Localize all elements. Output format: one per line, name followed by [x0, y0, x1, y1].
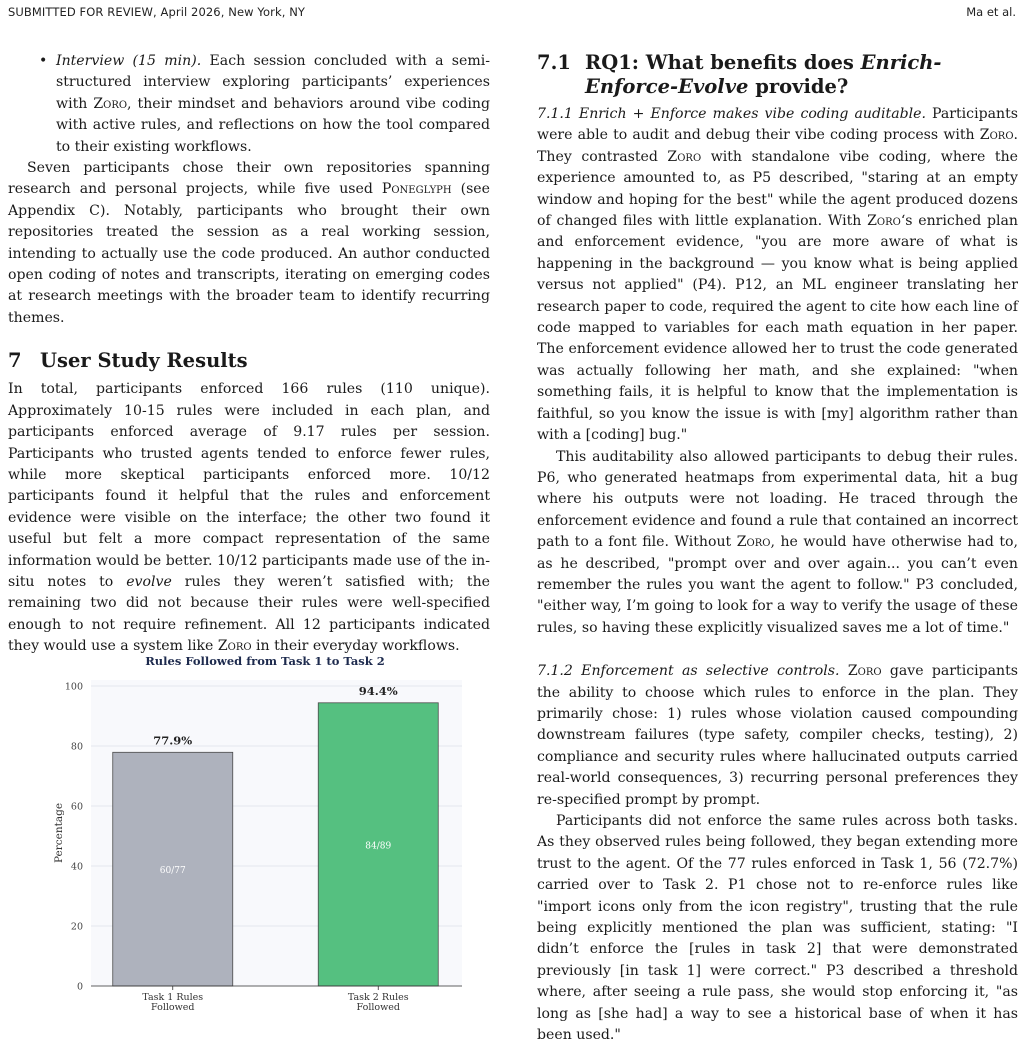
paragraph-text: , he would have otherwise had to, as he described, "prompt over and over again... you can’t even remember the rules you want the agent to follow." P3 concluded, "either way, I’m going to look for a way to verify the usage of these rules, so having these explicitly visualized saves me a lot of time.": [537, 534, 1018, 636]
paragraph-text: (see Appendix C). Notably, participants who brought their own repositories treated the session as a real working session, intending to actually use the code produced. An author conducted open coding of notes and transcripts, iterating on emerging codes at research meetings with the broader team to identify recurring themes.: [8, 181, 490, 326]
zoro-name: Zoro: [847, 663, 882, 680]
title-part: Enrich-Enforce-Evolve: [585, 51, 942, 98]
zoro-name: Zoro: [736, 534, 771, 551]
chart-svg: [50, 650, 470, 1020]
bar-value-label: 94.4%: [358, 683, 398, 698]
paragraph-text: This auditability also allowed participants to debug their rules. P6, who generated heatmaps from experimental data, hit a bug where his outputs were not loading. He traced through the enforcement evidence and found a rule that contained an incorrect path to a font file. Without: [537, 448, 1018, 551]
section-title: User Study Results: [40, 349, 248, 373]
paragraph: [537, 811, 1018, 1046]
x-tick-label: Task 1 Rules: [142, 992, 204, 1003]
bullet-lead: Interview (15 min).: [56, 53, 202, 69]
zoro-name: Zoro: [217, 638, 252, 655]
subsubsection-label: 7.1.1 Enrich + Enforce makes vibe coding auditable.: [537, 106, 926, 122]
chart-title: Rules Followed from Task 1 to Task 2: [145, 654, 385, 668]
paragraph-text: with standalone vibe coding, where the experience amounted to, as P5 described, "staring at an empty window and hoping for the best" while the agent produced dozens of changed files with little explanation. With: [537, 148, 1018, 230]
section-heading: [8, 349, 490, 373]
subsection-number: 7.1: [537, 51, 571, 74]
x-tick-label: Followed: [151, 1002, 195, 1013]
interview-bullet: [8, 51, 490, 158]
y-axis-label: Percentage: [53, 802, 65, 864]
paragraph-text: Seven participants chose their own repositories spanning research and personal projects, while five used: [8, 160, 490, 198]
evolve-term: evolve: [126, 573, 172, 590]
y-tick-label: 20: [70, 921, 83, 933]
paragraph-text: In total, participants enforced 166 rules (110 unique). Approximately 10-15 rules were included in each plan, and participants enforced average of 9.17 rules per session. Participants who trusted agents tended to enforce fewer rules, while more skeptical participants enforced more. 10/12 participants found it helpful that the rules and enforcement evidence were visible on the interface; the other two found it useful but felt a more compact representation of the same information would be better. 10/12 participants made use of the in-situ notes to: [8, 381, 490, 590]
paragraph-text: Participants did not enforce the same rules across both tasks. As they observed rules being followed, they began extending more trust to the agent. Of the 77 rules enforced in Task 1, 56 (72.7%) carried over to Task 2. P1 chose not to re-enforce rules like "import icons only from the icon registry", trusting that the rule being explicitly mentioned the plan was sufficient, stating: "I didn’t enforce the [rules in task 2] that were demonstrated previously [in task 1] were correct." P3 described a threshold where, after seeing a rule pass, she would stop enforcing it, "as long as [she had] a way to see a historical base of when it has been used.": [537, 813, 1018, 1044]
bar-value-label: 77.9%: [153, 733, 193, 748]
running-header-left: SUBMITTED FOR REVIEW, April 2026, New York, NY: [8, 5, 306, 19]
bar-inner-label: 60/77: [159, 866, 186, 877]
paragraph-text: . They contrasted: [537, 127, 1018, 165]
rules-followed-chart: [50, 650, 470, 1020]
x-ticks: [142, 986, 408, 1013]
paragraph-text: ‘s enriched plan and enforcement evidence, "you are more aware of what is happening in the background — you know what is being applied versus not applied" (P4). P12, an ML engineer translating her research paper to code, required the agent to cite how each line of code mapped to variables for each math equation in her paper. The enforcement evidence allowed her to trust the code generated was actually following her math, and she explained: "when something fails, it is helpful to know that the implementation is faithful, so you know the issue is with [my] algorithm rather than with a [coding] bug.": [537, 213, 1019, 444]
y-ticks: [65, 682, 83, 993]
poneglyph-name: Poneglyph: [381, 181, 452, 198]
x-tick-label: Task 2 Rules: [347, 992, 409, 1003]
bar-inner-label: 84/89: [365, 841, 392, 852]
subsection-title: [585, 51, 1005, 99]
right-column: [537, 51, 1018, 1046]
title-part: RQ1: What benefits does: [585, 51, 861, 74]
y-tick-label: 100: [64, 681, 83, 693]
paragraph-text: in their everyday workflows.: [251, 638, 460, 655]
y-tick-label: 40: [70, 861, 83, 873]
zoro-name: Zoro: [979, 127, 1014, 144]
y-tick-label: 0: [76, 981, 83, 993]
title-part: provide?: [748, 75, 849, 98]
paragraph-text: gave participants the ability to choose which rules to enforce in the plan. They primarily chose: 1) rules whose violation caused compounding downstream failures (type safety, compiler checks, testing), 2) compliance and security rules where hallucinated outputs carried real-world consequences, 3) recurring personal preferences they re-specified prompt by prompt.: [537, 663, 1019, 808]
left-column: [8, 51, 490, 658]
paragraph: [537, 661, 1018, 811]
zoro-name: Zoro: [667, 148, 702, 165]
x-tick-label: Followed: [356, 1002, 400, 1013]
zoro-name: Zoro: [93, 95, 128, 112]
subsection-heading: [537, 51, 1018, 99]
bullet-text: , their mindset and behaviors around vibe coding with active rules, and reflections on how the tool compared to their existing workflows.: [56, 95, 490, 155]
y-tick-label: 60: [70, 801, 83, 813]
bullet-text: Each session concluded with a semi-structured interview exploring participants’ experiences with: [56, 53, 490, 112]
spacer: [537, 639, 1018, 661]
zoro-name: Zoro: [867, 213, 901, 230]
paragraph: [8, 158, 490, 329]
paragraph: [537, 447, 1018, 640]
y-tick-label: 80: [70, 741, 83, 753]
paragraph: [8, 379, 490, 657]
paragraph: [537, 104, 1018, 447]
bullet-icon: •: [39, 53, 48, 69]
paragraph-text: rules they weren’t satisfied with; the remaining two did not because their rules were well-specified enough to not require refinement. All 12 participants indicated they would use a system like: [8, 573, 490, 655]
section-number: 7: [8, 349, 22, 373]
subsubsection-label: 7.1.2 Enforcement as selective controls.: [537, 663, 840, 680]
paragraph-text: Participants were able to audit and debug their vibe coding process with: [537, 106, 1018, 144]
running-header-right: Ma et al.: [966, 5, 1016, 19]
